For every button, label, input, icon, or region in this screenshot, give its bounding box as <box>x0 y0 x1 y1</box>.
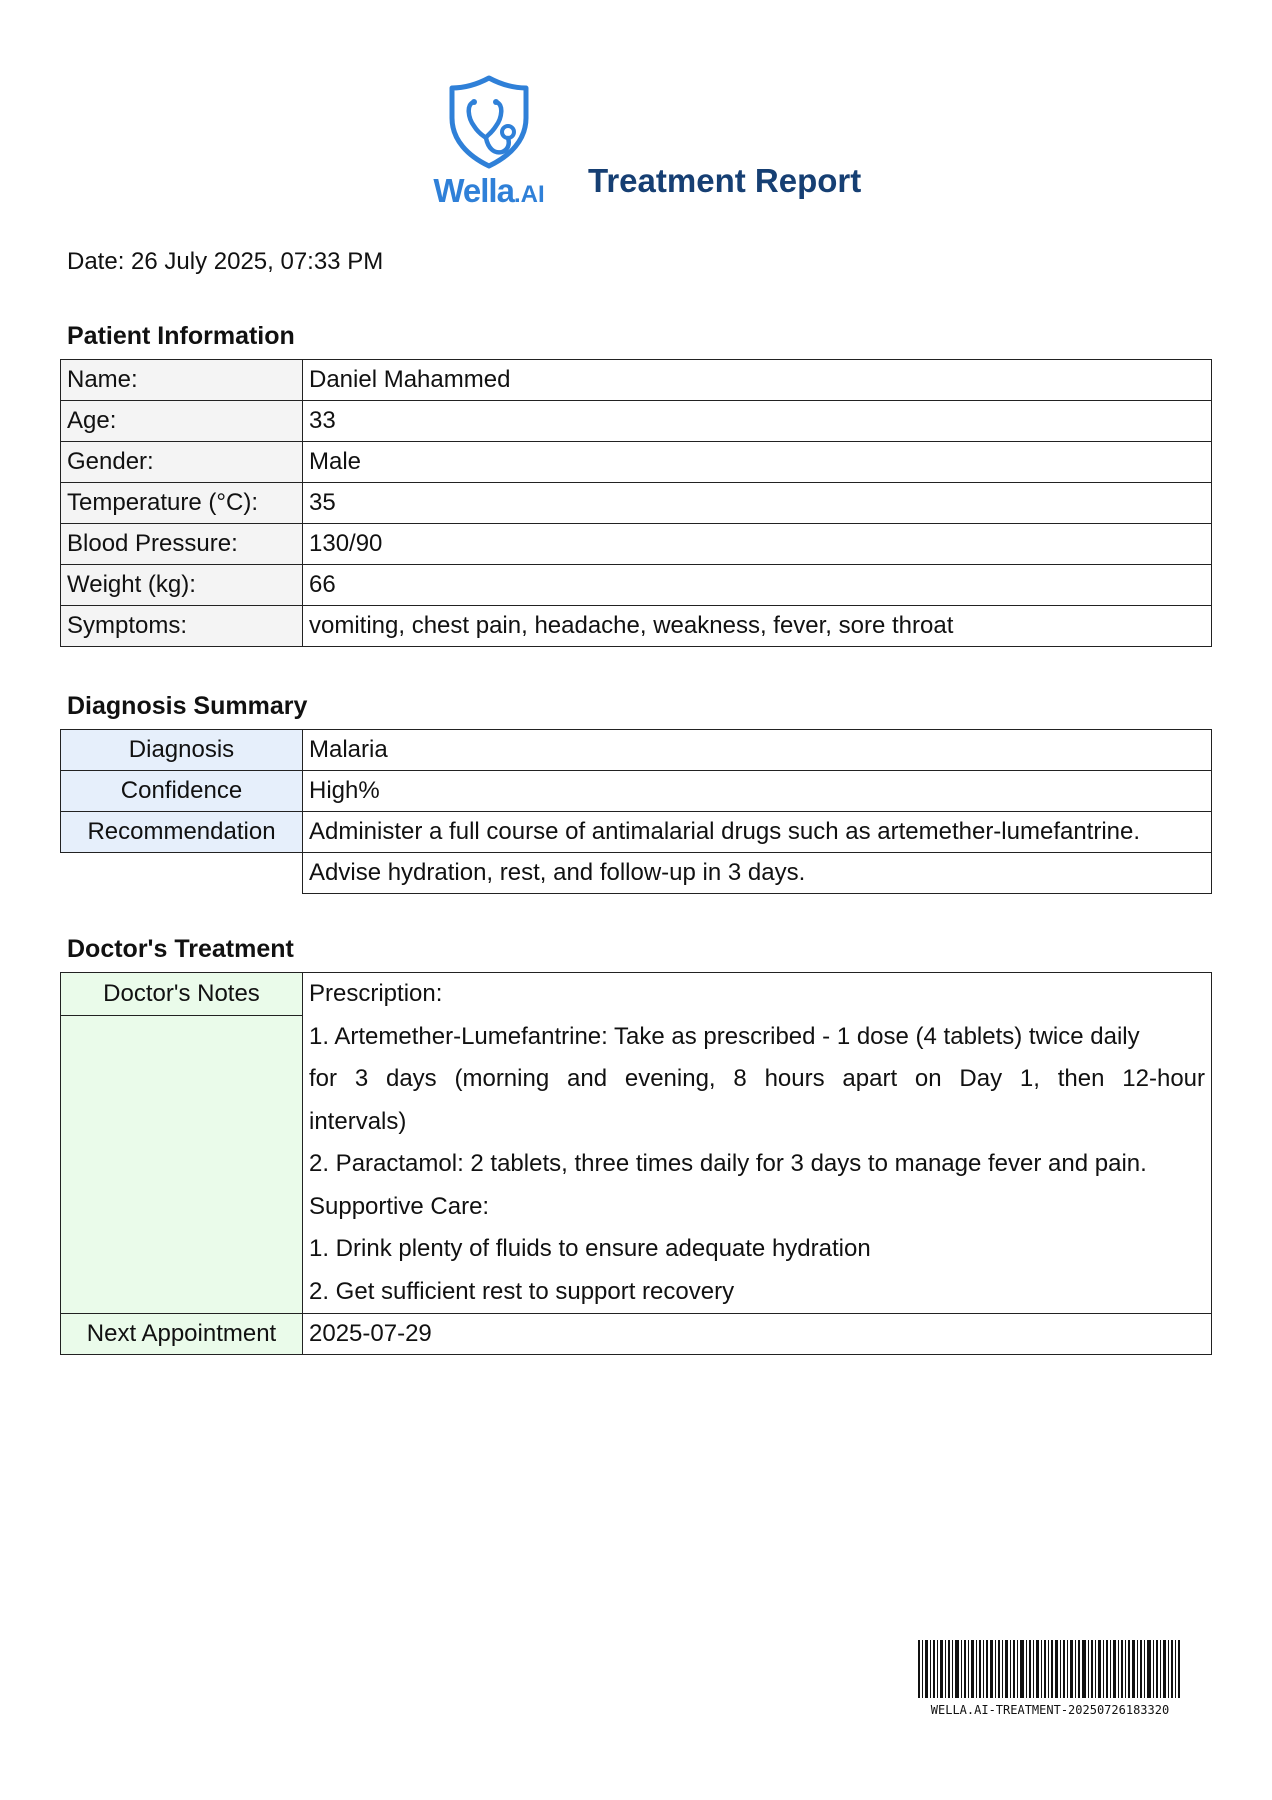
field-value: Daniel Mahammed <box>303 360 1212 401</box>
page-title: Treatment Report <box>588 162 862 199</box>
table-row <box>61 606 1212 647</box>
field-value: 130/90 <box>303 524 1212 565</box>
note-line: Supportive Care: <box>309 1192 490 1220</box>
note-line: 2. Paractamol: 2 tablets, three times daily for 3 days to manage fever and pain. <box>309 1150 1147 1177</box>
field-label: Age: <box>61 401 303 442</box>
table-row <box>61 442 1212 483</box>
field-label: Temperature (°C): <box>61 483 303 524</box>
field-value: vomiting, chest pain, headache, weakness, fever, sore throat <box>303 606 1212 647</box>
field-label: Next Appointment <box>61 1314 303 1355</box>
logo-suffix-text: .AI <box>513 181 545 208</box>
table-row <box>61 812 1212 853</box>
table-row <box>61 973 1212 1314</box>
table-row <box>61 524 1212 565</box>
field-value: High% <box>303 771 1212 812</box>
doctors-treatment-table <box>60 972 1212 1355</box>
field-value: 66 <box>303 565 1212 606</box>
note-line: Prescription: <box>309 980 443 1007</box>
field-value: 33 <box>303 401 1212 442</box>
table-row <box>61 401 1212 442</box>
field-label: Name: <box>61 360 303 401</box>
field-value: Malaria <box>303 730 1212 771</box>
field-label: Symptoms: <box>61 606 303 647</box>
field-label: Diagnosis <box>61 730 303 771</box>
doctors-notes-value <box>303 973 1212 1314</box>
report-header <box>0 74 1272 224</box>
field-label: Recommendation <box>61 812 303 853</box>
doctors-treatment-heading: Doctor's Treatment <box>67 935 294 963</box>
field-label: Gender: <box>61 442 303 483</box>
note-line: intervals) <box>309 1107 407 1135</box>
patient-info-table <box>60 359 1212 647</box>
patient-info-heading: Patient Information <box>67 322 295 350</box>
note-line: 1. Drink plenty of fluids to ensure adequate hydration <box>309 1235 871 1262</box>
field-value: Male <box>303 442 1212 483</box>
table-row <box>61 853 1212 894</box>
note-line: for 3 days (morning and evening, 8 hours apart on Day 1, then 12-hour <box>309 1065 1205 1092</box>
table-row <box>61 1314 1212 1355</box>
field-label: Confidence <box>61 771 303 812</box>
logo-brand-text: Wella <box>433 172 514 209</box>
note-line: 2. Get sufficient rest to support recovery <box>309 1277 735 1305</box>
table-row <box>61 360 1212 401</box>
next-appointment-value: 2025-07-29 <box>303 1314 1212 1355</box>
table-row <box>61 771 1212 812</box>
diagnosis-summary-table <box>60 729 1212 894</box>
field-label: Blood Pressure: <box>61 524 303 565</box>
field-value: Administer a full course of antimalarial drugs such as artemether-lumefantrine. <box>303 812 1212 853</box>
table-row <box>61 565 1212 606</box>
table-row <box>61 483 1212 524</box>
note-line: 1. Artemether-Lumefantrine: Take as prescribed - 1 dose (4 tablets) twice daily <box>309 1022 1140 1050</box>
table-row <box>61 730 1212 771</box>
diagnosis-summary-heading: Diagnosis Summary <box>67 692 308 720</box>
barcode-text: WELLA.AI-TREATMENT-20250726183320 <box>930 1703 1170 1717</box>
wella-ai-logo <box>424 74 554 214</box>
field-value: Advise hydration, rest, and follow-up in 3 days. <box>303 853 1212 894</box>
field-value: 35 <box>303 483 1212 524</box>
barcode-image <box>918 1640 1180 1698</box>
field-label: Weight (kg): <box>61 565 303 606</box>
field-label: Doctor's Notes <box>61 973 302 1016</box>
report-date: Date: 26 July 2025, 07:33 PM <box>67 248 384 275</box>
shield-stethoscope-icon <box>446 74 532 170</box>
